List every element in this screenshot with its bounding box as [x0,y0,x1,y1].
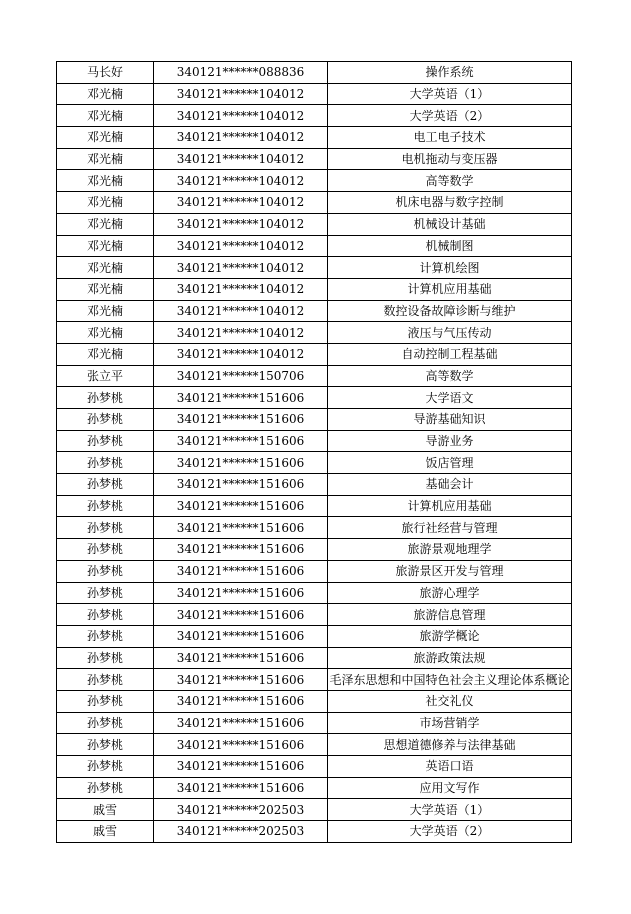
id-number-cell: 340121******151606 [154,669,328,691]
course-cell: 大学语文 [328,387,572,409]
name-cell: 孙梦桃 [57,560,154,582]
name-cell: 邓光楠 [57,170,154,192]
course-cell: 电工电子技术 [328,127,572,149]
id-number-cell: 340121******151606 [154,539,328,561]
course-cell: 应用文写作 [328,777,572,799]
course-cell: 数控设备故障诊断与维护 [328,300,572,322]
course-cell: 大学英语（1） [328,799,572,821]
name-cell: 邓光楠 [57,148,154,170]
course-cell: 机械设计基础 [328,213,572,235]
name-cell: 孙梦桃 [57,690,154,712]
id-number-cell: 340121******151606 [154,474,328,496]
course-cell: 计算机应用基础 [328,278,572,300]
name-cell: 孙梦桃 [57,495,154,517]
records-table [56,61,572,843]
name-cell: 邓光楠 [57,127,154,149]
id-number-cell: 340121******151606 [154,756,328,778]
id-number-cell: 340121******151606 [154,387,328,409]
name-cell: 孙梦桃 [57,604,154,626]
id-number-cell: 340121******104012 [154,148,328,170]
name-cell: 孙梦桃 [57,582,154,604]
id-number-cell: 340121******151606 [154,690,328,712]
name-cell: 邓光楠 [57,278,154,300]
table-row [57,105,572,127]
table-row [57,712,572,734]
id-number-cell: 340121******151606 [154,734,328,756]
id-number-cell: 340121******104012 [154,105,328,127]
id-number-cell: 340121******202503 [154,799,328,821]
course-cell: 高等数学 [328,170,572,192]
name-cell: 马长好 [57,62,154,84]
name-cell: 孙梦桃 [57,669,154,691]
table-row [57,604,572,626]
table-row [57,517,572,539]
table-row [57,170,572,192]
name-cell: 邓光楠 [57,83,154,105]
name-cell: 邓光楠 [57,235,154,257]
name-cell: 孙梦桃 [57,409,154,431]
course-cell: 英语口语 [328,756,572,778]
id-number-cell: 340121******104012 [154,170,328,192]
table-row [57,625,572,647]
course-cell: 大学英语（2） [328,105,572,127]
table-row [57,387,572,409]
table-row [57,799,572,821]
name-cell: 孙梦桃 [57,474,154,496]
id-number-cell: 340121******104012 [154,257,328,279]
name-cell: 张立平 [57,365,154,387]
id-number-cell: 340121******151606 [154,517,328,539]
table-row [57,756,572,778]
name-cell: 孙梦桃 [57,430,154,452]
table-row [57,777,572,799]
id-number-cell: 340121******104012 [154,213,328,235]
course-cell: 机械制图 [328,235,572,257]
course-cell: 旅行社经营与管理 [328,517,572,539]
id-number-cell: 340121******104012 [154,83,328,105]
table-row [57,127,572,149]
course-cell: 旅游政策法规 [328,647,572,669]
table-row [57,690,572,712]
name-cell: 孙梦桃 [57,517,154,539]
name-cell: 邓光楠 [57,322,154,344]
table-row [57,83,572,105]
id-number-cell: 340121******151606 [154,625,328,647]
course-cell: 操作系统 [328,62,572,84]
table-row [57,62,572,84]
id-number-cell: 340121******151606 [154,712,328,734]
table-row [57,452,572,474]
name-cell: 孙梦桃 [57,387,154,409]
table-row [57,821,572,843]
course-cell: 旅游景区开发与管理 [328,560,572,582]
name-cell: 邓光楠 [57,257,154,279]
table-row [57,213,572,235]
course-cell: 社交礼仪 [328,690,572,712]
course-cell: 大学英语（1） [328,83,572,105]
table-row [57,582,572,604]
id-number-cell: 340121******151606 [154,647,328,669]
course-cell: 思想道德修养与法律基础 [328,734,572,756]
course-cell: 基础会计 [328,474,572,496]
course-cell: 计算机应用基础 [328,495,572,517]
table-row [57,192,572,214]
records-table-body [57,62,572,843]
id-number-cell: 340121******104012 [154,192,328,214]
table-row [57,734,572,756]
course-cell: 饭店管理 [328,452,572,474]
name-cell: 孙梦桃 [57,647,154,669]
table-row [57,647,572,669]
course-cell: 旅游景观地理学 [328,539,572,561]
name-cell: 孙梦桃 [57,452,154,474]
course-cell: 液压与气压传动 [328,322,572,344]
table-row [57,235,572,257]
table-row [57,300,572,322]
course-cell: 计算机绘图 [328,257,572,279]
name-cell: 邓光楠 [57,105,154,127]
name-cell: 邓光楠 [57,192,154,214]
course-cell: 旅游学概论 [328,625,572,647]
id-number-cell: 340121******151606 [154,495,328,517]
name-cell: 戚雪 [57,799,154,821]
table-row [57,322,572,344]
id-number-cell: 340121******104012 [154,235,328,257]
course-cell: 大学英语（2） [328,821,572,843]
course-cell: 机床电器与数字控制 [328,192,572,214]
id-number-cell: 340121******088836 [154,62,328,84]
name-cell: 孙梦桃 [57,734,154,756]
course-cell: 自动控制工程基础 [328,343,572,365]
course-cell: 导游基础知识 [328,409,572,431]
id-number-cell: 340121******104012 [154,300,328,322]
course-cell: 高等数学 [328,365,572,387]
id-number-cell: 340121******151606 [154,777,328,799]
id-number-cell: 340121******104012 [154,278,328,300]
table-row [57,495,572,517]
id-number-cell: 340121******151606 [154,452,328,474]
id-number-cell: 340121******151606 [154,604,328,626]
course-cell: 旅游心理学 [328,582,572,604]
table-row [57,430,572,452]
table-row [57,474,572,496]
table-row [57,343,572,365]
name-cell: 孙梦桃 [57,756,154,778]
table-row [57,365,572,387]
id-number-cell: 340121******104012 [154,127,328,149]
id-number-cell: 340121******151606 [154,582,328,604]
table-row [57,148,572,170]
name-cell: 孙梦桃 [57,625,154,647]
table-row [57,669,572,691]
table-row [57,409,572,431]
table-row [57,257,572,279]
name-cell: 戚雪 [57,821,154,843]
id-number-cell: 340121******202503 [154,821,328,843]
course-cell: 毛泽东思想和中国特色社会主义理论体系概论 [328,669,572,691]
table-row [57,539,572,561]
id-number-cell: 340121******151606 [154,430,328,452]
name-cell: 邓光楠 [57,213,154,235]
name-cell: 邓光楠 [57,343,154,365]
name-cell: 邓光楠 [57,300,154,322]
course-cell: 电机拖动与变压器 [328,148,572,170]
course-cell: 市场营销学 [328,712,572,734]
table-row [57,560,572,582]
table-row [57,278,572,300]
id-number-cell: 340121******150706 [154,365,328,387]
name-cell: 孙梦桃 [57,777,154,799]
course-cell: 旅游信息管理 [328,604,572,626]
id-number-cell: 340121******104012 [154,343,328,365]
name-cell: 孙梦桃 [57,712,154,734]
id-number-cell: 340121******151606 [154,409,328,431]
name-cell: 孙梦桃 [57,539,154,561]
id-number-cell: 340121******104012 [154,322,328,344]
course-cell: 导游业务 [328,430,572,452]
id-number-cell: 340121******151606 [154,560,328,582]
